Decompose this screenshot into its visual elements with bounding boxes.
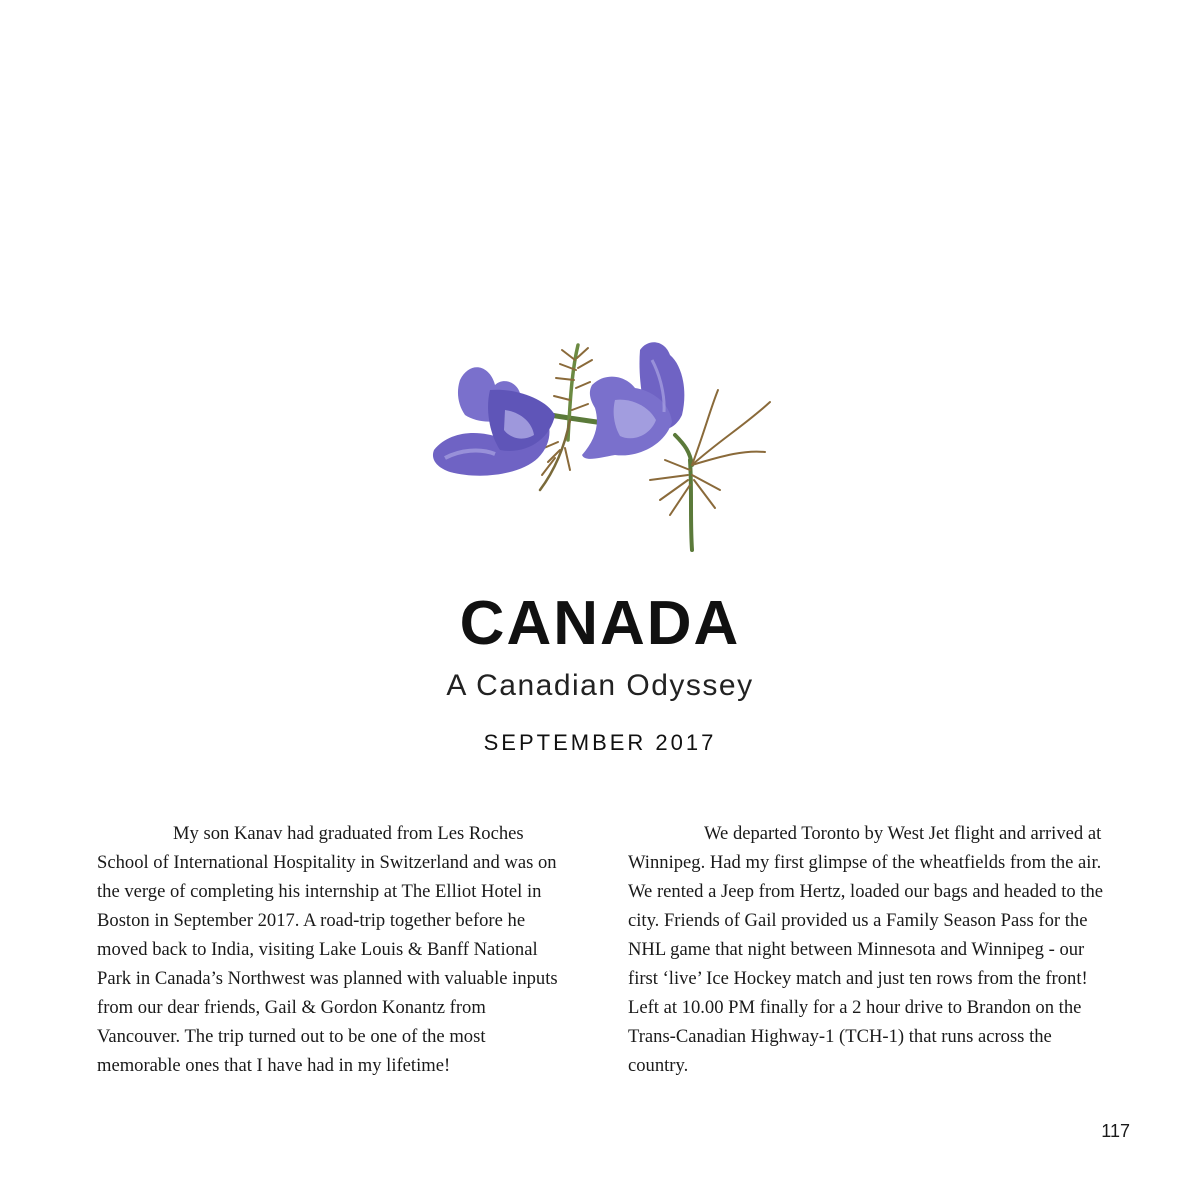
page-number: 117 xyxy=(1101,1121,1130,1141)
body-paragraph-right: We departed Toronto by West Jet flight and arrived at Winnipeg. Had my first glimpse of the wheatfields from the air. We rented a Jeep from Hertz, loaded our bags and headed to the city. Friends of Gail provided us a Family Season Pass for the NHL game that night between Minnesota and Winnipeg - our first ‘live’ Ice Hockey match and just ten rows from the front! Left at 10.00 PM finally for a 2 hour drive to Brandon on the Trans-Canadian Highway-1 (TCH-1) that runs across the country. xyxy=(628,823,1104,1076)
page-subtitle: A Canadian Odyssey xyxy=(446,669,754,702)
body-paragraph-left: My son Kanav had graduated from Les Roches School of International Hospitality in Switzerland and was on the verge of completing his internship at The Elliot Hotel in Boston in September 2017. A road-trip together before he moved back to India, visiting Lake Louis & Banff National Park in Canada’s Northwest was planned with valuable inputs from our dear friends, Gail & Gordon Konantz from Vancouver. The trip turned out to be one of the most memorable ones that I have had in my lifetime! xyxy=(97,823,558,1076)
bluebell-flower-icon xyxy=(420,330,790,560)
page-title: CANADA xyxy=(459,589,741,658)
trip-date: SEPTEMBER 2017 xyxy=(483,730,717,755)
